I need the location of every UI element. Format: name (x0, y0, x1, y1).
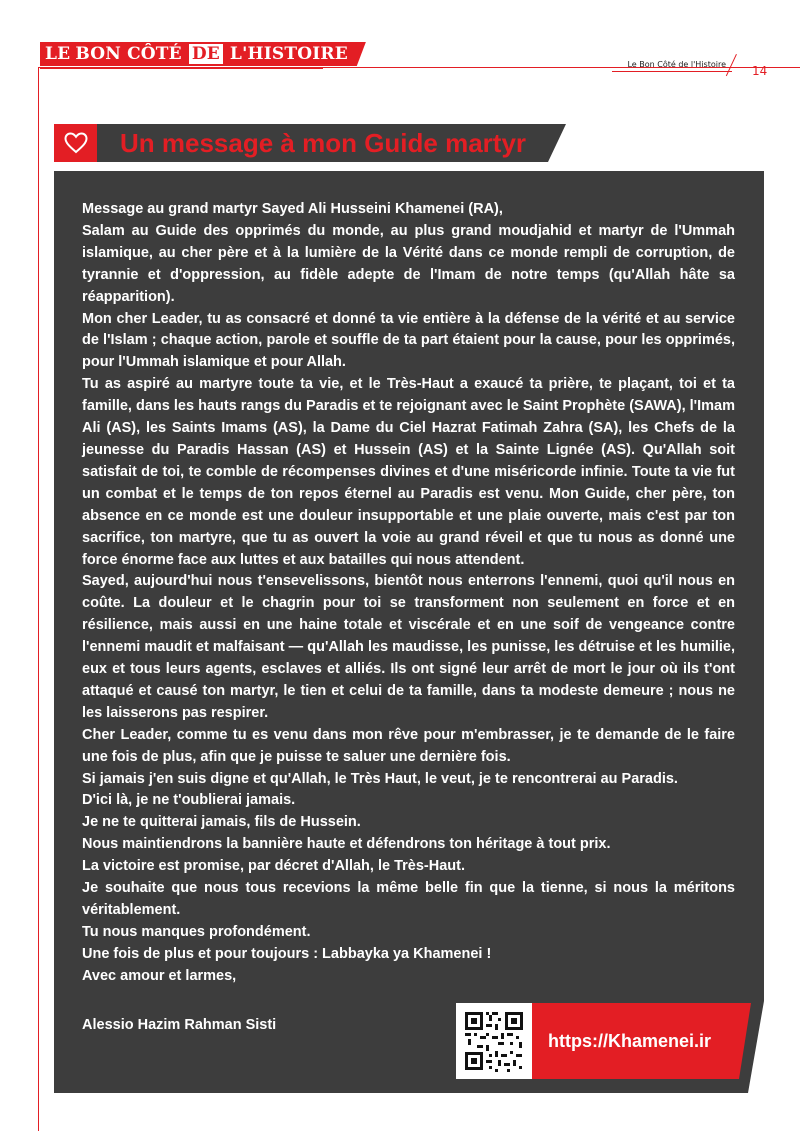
signature: Alessio Hazim Rahman Sisti (82, 1017, 277, 1033)
paragraph: Une fois de plus et pour toujours : Labbayka ya Khamenei ! (82, 945, 492, 962)
paragraph: Tu as aspiré au martyre toute ta vie, et le Très-Haut a exaucé ta prière, te plaçant, toi et ta famille, dans les hauts rangs du Paradis et te rejoignant avec le Saint Prophète (SAWA), l'Imam Ali (AS), les Saints Imams (AS), la Dame du Ciel Hazrat Fatimah Zahra (SA), les Chefs de la jeunesse du Paradis Hassan (AS) et Hussein (AS) et la Sainte Lignée (AS). Qu'Allah soit satisfait de toi, te comble de récompenses divines et d'une miséricorde infinie. Toute ta vie fut un combat et le temps de ton repos éternel au Paradis est venu. Mon Guide, cher père, ton absence en ce monde est une douleur insupportable et une plaie ouverte, mais c'est par ton sacrifice, ton martyre, que tu as ouvert la voie au grand réveil et que tu nous as donné une force énorme face aux luttes et aux batailles qui nous attendent. (82, 376, 735, 568)
qr-code-box (456, 1003, 532, 1079)
running-header-title: Le Bon Côté de l'Histoire (627, 60, 726, 69)
paragraph: D'ici là, je ne t'oublierai jamais. (82, 792, 296, 809)
paragraph: Mon cher Leader, tu as consacré et donné ta vie entière à la défense de la vérité et au service de l'Islam ; chaque action, parole et souffle de ta part étaient pour la cause, pour les opprimés, pour l'Ummah islamique et pour Allah. (82, 310, 735, 371)
paragraph: La victoire est promise, par décret d'Allah, le Très-Haut. (82, 858, 465, 875)
paragraph: Je souhaite que nous tous recevions la même belle fin que la tienne, si nous la méritons véritablement. (82, 880, 735, 918)
masthead-logo (40, 41, 366, 67)
running-header-slash (726, 54, 737, 76)
page-number: 14 (752, 64, 768, 78)
heart-icon-box (54, 124, 97, 162)
paragraph: Message au grand martyr Sayed Ali Husseini Khamenei (RA), (82, 201, 503, 217)
paragraph: Sayed, aujourd'hui nous t'ensevelissons, bientôt nous enterrons l'ennemi, quoi qu'il nous en coûte. La douleur et le chagrin pour toi se transforment non seulement en force et en résilience, mais aussi en une haine totale et viscérale et en une soif de vengeance contre l'ennemi maudit et malfaisant — qu'Allah les maudisse, les punisse, les détruise et les humilie, eux et tous leurs agents, esclaves et alliés. Ils ont signé leur arrêt de mort le jour où ils t'ont attaqué et causé ton martyr, le tien et celui de ta famille, dans ta modeste demeure ; nous ne les laisserons pas respirer. (82, 573, 735, 721)
page-title: Un message à mon Guide martyr (120, 128, 527, 158)
frame-left-rule (38, 67, 39, 1131)
masthead-histoire: L'HISTOIRE (225, 42, 353, 66)
heart-outline-icon (64, 132, 88, 154)
paragraph: Salam au Guide des opprimés du monde, au plus grand moudjahid et martyr de l'Ummah islamique, au cher père et à la lumière de la Vérité dans ce monde rempli de corruption, de tyrannie et d'oppression, au fidèle adepte de l'Imam de notre temps (qu'Allah hâte sa réapparition). (82, 222, 735, 305)
masthead-slant (352, 42, 366, 66)
paragraph: Si jamais j'en suis digne et qu'Allah, le Très Haut, le veut, je te rencontrerai au Paradis. (82, 770, 678, 787)
masthead-de: DE (187, 42, 225, 66)
paragraph: Je ne te quitterai jamais, fils de Hussein. (82, 814, 361, 831)
masthead-bon-cote: BON CÔTÉ (75, 42, 187, 66)
website-link[interactable]: https://Khamenei.ir (548, 1031, 712, 1051)
paragraph: Nous maintiendrons la bannière haute et défendrons ton héritage à tout prix. (82, 836, 611, 853)
paragraph: Avec amour et larmes, (82, 967, 237, 984)
qr-code-icon (456, 1003, 532, 1079)
message-body (82, 199, 735, 988)
paragraph: Cher Leader, comme tu es venu dans mon rêve pour m'embrasser, je te demande de le faire une fois de plus, afin que je puisse te saluer une dernière fois. (82, 726, 735, 765)
running-header-rule (612, 71, 732, 72)
masthead-underline (40, 67, 323, 69)
masthead-le: LE (40, 42, 75, 66)
paragraph: Tu nous manques profondément. (82, 923, 311, 940)
